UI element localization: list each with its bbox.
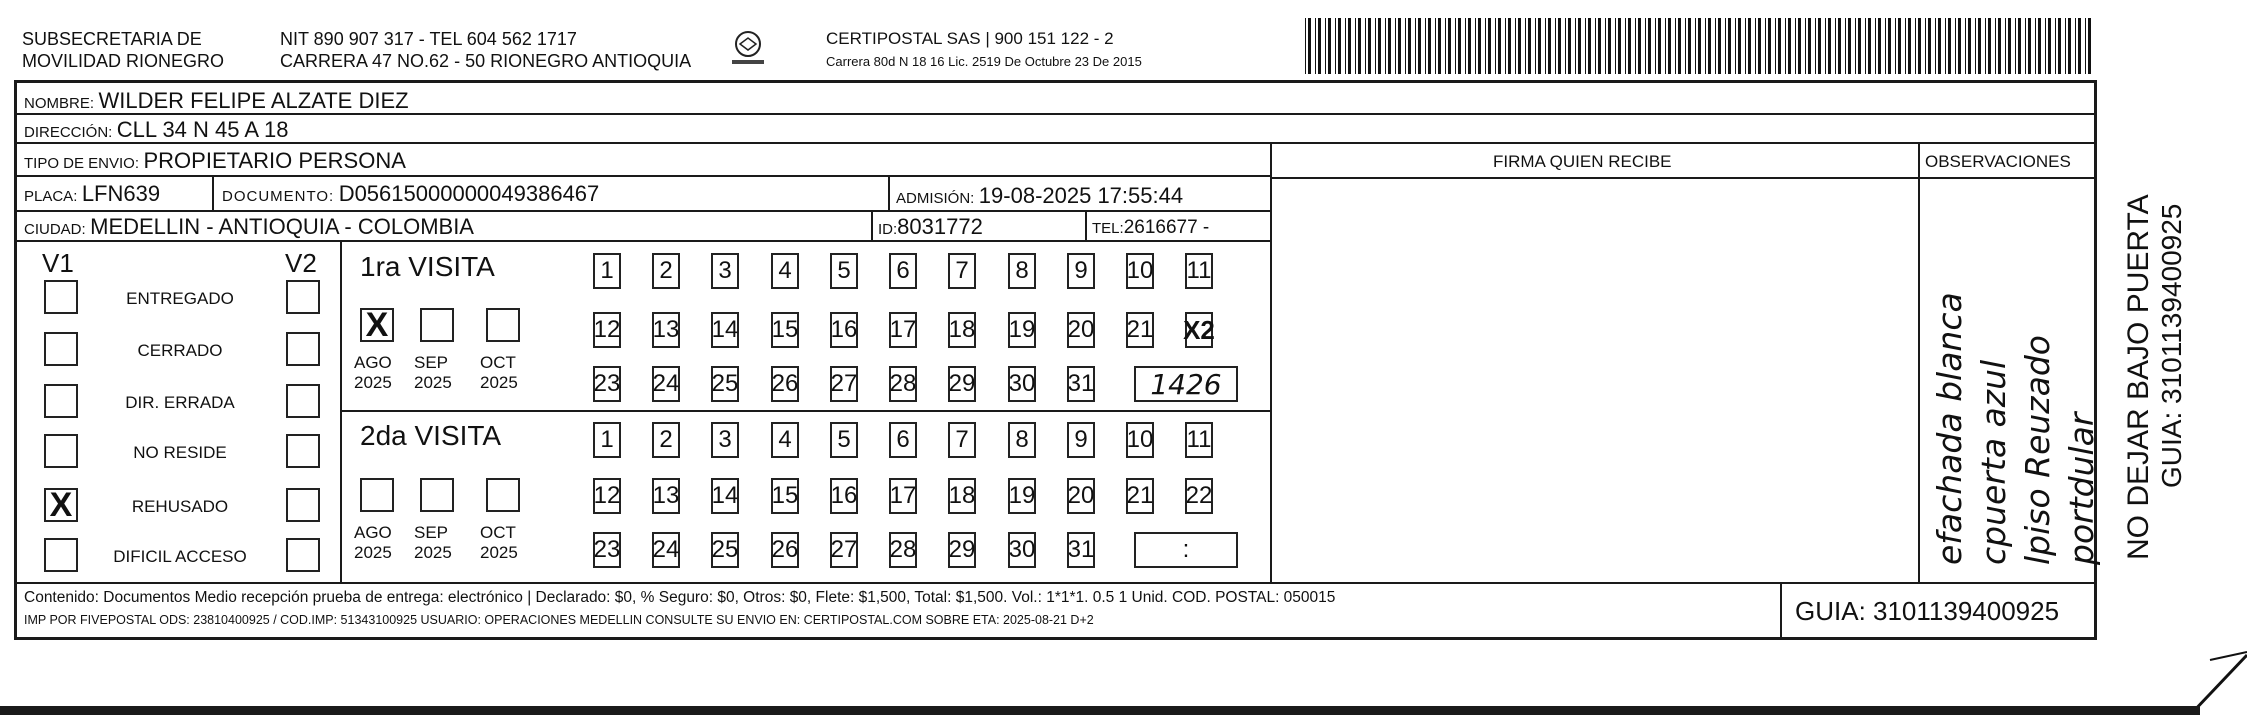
org-name-line1: SUBSECRETARIA DE — [22, 29, 202, 49]
month-label: SEP — [414, 523, 449, 542]
status-v1-checkbox[interactable]: X — [44, 488, 78, 522]
month-label: OCT — [480, 353, 516, 372]
day-box[interactable]: 31 — [1067, 366, 1095, 402]
city-value: MEDELLIN - ANTIOQUIA - COLOMBIA — [90, 214, 474, 239]
status-label: DIFICIL ACCESO — [113, 547, 247, 566]
day-box[interactable]: 12 — [593, 312, 621, 348]
content-line: Contenido: Documentos Medio recepción prueba de entrega: electrónico | Declarado: $0, % Seguro: $0, Otros: $0, Flete: $1,500, Total: $1,500. Vol.: 1*1*1. 0.5 1 Unid. COD. POSTAL: 050015 — [24, 589, 1336, 606]
day-box[interactable]: 2 — [652, 422, 680, 458]
day-box[interactable]: 3 — [711, 422, 739, 458]
imp-line: IMP POR FIVEPOSTAL ODS: 23810400925 / COD.IMP: 51343100925 USUARIO: OPERACIONES MEDELLIN CONSULTE SU ENVIO EN: CERTIPOSTAL.COM SOBRE ETA: 2025-08-21 D+2 — [24, 613, 1094, 627]
status-label: ENTREGADO — [126, 289, 234, 308]
status-v2-checkbox[interactable] — [286, 434, 320, 468]
day-box[interactable]: 5 — [830, 253, 858, 289]
day-box[interactable]: 13 — [652, 312, 680, 348]
carrier-name: CERTIPOSTAL SAS | 900 151 122 - 2 — [826, 29, 1114, 48]
day-box[interactable]: 14 — [711, 312, 739, 348]
day-box[interactable]: 2 — [652, 253, 680, 289]
status-v2-checkbox[interactable] — [286, 488, 320, 522]
observation-handwriting: cpuerta azul — [1974, 359, 2013, 565]
day-box[interactable]: 21 — [1126, 312, 1154, 348]
day-box[interactable]: 24 — [652, 366, 680, 402]
day-box[interactable]: 18 — [948, 478, 976, 514]
day-box[interactable]: 25 — [711, 366, 739, 402]
status-v2-checkbox[interactable] — [286, 280, 320, 314]
day-box[interactable]: 19 — [1008, 478, 1036, 514]
day-box[interactable]: 19 — [1008, 312, 1036, 348]
month-year: 2025 — [414, 543, 452, 562]
visit1-title: 1ra VISITA — [360, 251, 495, 282]
month-checkbox[interactable] — [486, 478, 520, 512]
status-v1-checkbox[interactable] — [44, 384, 78, 418]
month-year: 2025 — [354, 373, 392, 392]
status-v1-checkbox[interactable] — [44, 538, 78, 572]
day-box[interactable]: 25 — [711, 532, 739, 568]
status-v1-checkbox[interactable] — [44, 332, 78, 366]
month-label: OCT — [480, 523, 516, 542]
day-box[interactable]: 7 — [948, 422, 976, 458]
month-checkbox[interactable]: X — [360, 308, 394, 342]
city-label: CIUDAD: — [24, 221, 86, 238]
visit2-title: 2da VISITA — [360, 420, 502, 451]
observations-area — [1925, 190, 2110, 575]
day-box[interactable]: 27 — [830, 532, 858, 568]
signature-header: FIRMA QUIEN RECIBE — [1493, 152, 1672, 171]
day-box[interactable]: 27 — [830, 366, 858, 402]
day-box[interactable]: 3 — [711, 253, 739, 289]
day-box[interactable]: 11 — [1185, 253, 1213, 289]
status-v2-checkbox[interactable] — [286, 332, 320, 366]
org-nit: NIT 890 907 317 - TEL 604 562 1717 — [280, 29, 577, 49]
name-label: NOMBRE: — [24, 95, 95, 112]
plate-value: LFN639 — [81, 181, 161, 206]
day-box[interactable]: 1 — [593, 253, 621, 289]
day-box[interactable]: 10 — [1126, 253, 1154, 289]
day-box[interactable]: 20 — [1067, 312, 1095, 348]
v1-header: V1 — [42, 248, 74, 278]
time-box[interactable]: : — [1134, 532, 1238, 568]
month-checkbox[interactable] — [486, 308, 520, 342]
month-year: 2025 — [480, 543, 518, 562]
month-checkbox[interactable] — [420, 478, 454, 512]
day-box[interactable]: 29 — [948, 532, 976, 568]
month-checkbox[interactable] — [360, 478, 394, 512]
day-box-marked[interactable]: X2 — [1185, 312, 1213, 348]
tel-value: 2616677 - — [1123, 217, 1210, 238]
day-box[interactable]: 12 — [593, 478, 621, 514]
plate-label: PLACA: — [24, 188, 78, 205]
day-box[interactable]: 11 — [1185, 422, 1213, 458]
day-box[interactable]: 4 — [771, 253, 799, 289]
send-type-label: TIPO DE ENVIO: — [24, 155, 140, 172]
day-box[interactable]: 13 — [652, 478, 680, 514]
status-label: DIR. ERRADA — [125, 393, 235, 412]
page-corner — [2190, 640, 2247, 715]
admission-value: 19-08-2025 17:55:44 — [978, 183, 1184, 208]
send-type: PROPIETARIO PERSONA — [143, 148, 406, 173]
admission-label: ADMISIÓN: — [896, 190, 975, 207]
day-box[interactable]: 30 — [1008, 366, 1036, 402]
day-box[interactable]: 15 — [771, 478, 799, 514]
day-box[interactable]: 23 — [593, 366, 621, 402]
month-year: 2025 — [414, 373, 452, 392]
day-box[interactable]: 18 — [948, 312, 976, 348]
day-box[interactable]: 30 — [1008, 532, 1036, 568]
observations-header: OBSERVACIONES — [1925, 152, 2071, 171]
day-box[interactable]: 5 — [830, 422, 858, 458]
tel-label: TEL: — [1092, 220, 1124, 237]
day-box[interactable]: 28 — [889, 366, 917, 402]
day-box[interactable]: 22 — [1185, 478, 1213, 514]
day-box[interactable]: 14 — [711, 478, 739, 514]
day-box[interactable]: 9 — [1067, 253, 1095, 289]
status-label: CERRADO — [137, 341, 223, 360]
day-box[interactable]: 6 — [889, 253, 917, 289]
carrier-license: Carrera 80d N 18 16 Lic. 2519 De Octubre 23 De 2015 — [826, 54, 1142, 69]
day-box[interactable]: 15 — [771, 312, 799, 348]
certipostal-logo — [728, 28, 768, 70]
footer-guia: GUIA: 3101139400925 — [1795, 596, 2060, 626]
month-label: AGO — [354, 353, 392, 372]
observation-handwriting: portdular — [2062, 412, 2101, 565]
day-box[interactable]: 31 — [1067, 532, 1095, 568]
status-label: REHUSADO — [131, 497, 229, 516]
day-box[interactable]: 20 — [1067, 478, 1095, 514]
v2-header: V2 — [285, 248, 317, 278]
day-box[interactable]: 10 — [1126, 422, 1154, 458]
day-box[interactable]: 16 — [830, 312, 858, 348]
day-box[interactable]: 26 — [771, 532, 799, 568]
month-year: 2025 — [354, 543, 392, 562]
month-label: AGO — [354, 523, 392, 542]
address-label: DIRECCIÓN: — [24, 124, 113, 141]
day-box[interactable]: 21 — [1126, 478, 1154, 514]
day-box[interactable]: 9 — [1067, 422, 1095, 458]
status-label: NO RESIDE — [133, 443, 227, 462]
day-box[interactable]: 23 — [593, 532, 621, 568]
org-address: CARRERA 47 NO.62 - 50 RIONEGRO ANTIOQUIA — [280, 51, 692, 71]
day-box[interactable]: 6 — [889, 422, 917, 458]
month-label: SEP — [414, 353, 449, 372]
status-v1-checkbox[interactable] — [44, 434, 78, 468]
status-v2-checkbox[interactable] — [286, 384, 320, 418]
document-value: D05615000000049386467 — [338, 181, 600, 206]
day-box[interactable]: 26 — [771, 366, 799, 402]
observation-handwriting: lpiso Reuzado — [2018, 335, 2057, 565]
time-box[interactable]: 1426 — [1134, 366, 1238, 402]
recipient-name: WILDER FELIPE ALZATE DIEZ — [98, 88, 409, 113]
document-label: DOCUMENTO: — [222, 188, 335, 205]
status-v1-checkbox[interactable] — [44, 280, 78, 314]
org-name-line2: MOVILIDAD RIONEGRO — [22, 51, 225, 71]
barcode — [1305, 18, 2095, 74]
day-box[interactable]: 24 — [652, 532, 680, 568]
day-box[interactable]: 29 — [948, 366, 976, 402]
day-box[interactable]: 7 — [948, 253, 976, 289]
no-dejar-warning: NO DEJAR BAJO PUERTA — [2122, 194, 2155, 560]
day-box[interactable]: 4 — [771, 422, 799, 458]
id-value: 8031772 — [897, 214, 983, 239]
id-label: ID: — [878, 221, 898, 238]
side-guia: GUIA: 3101139400925 — [2156, 203, 2187, 488]
month-checkbox[interactable] — [420, 308, 454, 342]
day-box[interactable]: 17 — [889, 312, 917, 348]
status-v2-checkbox[interactable] — [286, 538, 320, 572]
observation-handwriting: efachada blanca — [1930, 292, 1969, 565]
day-box[interactable]: 8 — [1008, 253, 1036, 289]
day-box[interactable]: 1 — [593, 422, 621, 458]
day-box[interactable]: 28 — [889, 532, 917, 568]
recipient-address: CLL 34 N 45 A 18 — [116, 117, 289, 142]
day-box[interactable]: 16 — [830, 478, 858, 514]
day-box[interactable]: 8 — [1008, 422, 1036, 458]
day-box[interactable]: 17 — [889, 478, 917, 514]
month-year: 2025 — [480, 373, 518, 392]
